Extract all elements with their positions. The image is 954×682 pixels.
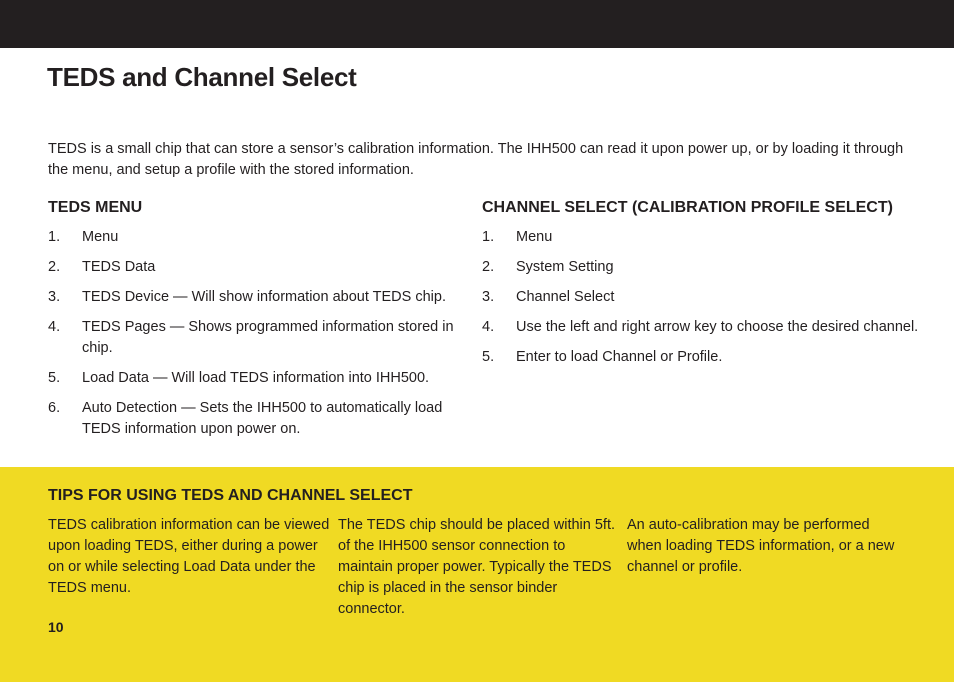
- step-text: Menu: [82, 229, 119, 245]
- step-number: 3.: [482, 289, 495, 305]
- channel-select-section: [482, 198, 922, 377]
- channel-select-step: [482, 347, 922, 368]
- teds-menu-step: [48, 227, 468, 248]
- tip-text: TEDS calibration information can be viewed upon loading TEDS, either during a power on or while selecting Load Data under the TEDS menu.: [48, 517, 330, 596]
- step-text: System Setting: [516, 259, 614, 275]
- step-number: 1.: [48, 229, 61, 245]
- teds-menu-section: [48, 198, 468, 449]
- tip-text: An auto-calibration may be performed when loading TEDS information, or a new channel or profile.: [627, 517, 895, 575]
- step-number: 6.: [48, 400, 61, 416]
- step-text: TEDS Pages — Shows programmed information stored in chip.: [82, 319, 454, 356]
- header-bar: [0, 0, 954, 48]
- step-text: Enter to load Channel or Profile.: [516, 349, 723, 365]
- teds-menu-step: [48, 317, 468, 359]
- step-number: 5.: [48, 370, 61, 386]
- step-number: 5.: [482, 349, 495, 365]
- step-number: 4.: [482, 319, 495, 335]
- step-text: Channel Select: [516, 289, 615, 305]
- page-number: 10: [48, 619, 64, 635]
- teds-menu-heading: TEDS MENU: [48, 199, 143, 216]
- step-number: 2.: [482, 259, 495, 275]
- step-text: Use the left and right arrow key to choose the desired channel.: [516, 319, 919, 335]
- step-text: Load Data — Will load TEDS information into IHH500.: [82, 370, 430, 386]
- step-text: TEDS Data: [82, 259, 156, 275]
- channel-select-steps: [482, 227, 922, 368]
- step-number: 4.: [48, 319, 61, 335]
- channel-select-step: [482, 317, 922, 338]
- teds-menu-step: [48, 257, 468, 278]
- channel-select-step: [482, 227, 922, 248]
- teds-menu-step: [48, 368, 468, 389]
- intro-paragraph: TEDS is a small chip that can store a sensor’s calibration information. The IHH500 can read it upon power up, or by loading it through the menu, and setup a profile with the stored information.: [48, 141, 904, 178]
- teds-menu-step: [48, 398, 468, 440]
- tips-heading: TIPS FOR USING TEDS AND CHANNEL SELECT: [48, 487, 413, 504]
- channel-select-step: [482, 257, 922, 278]
- channel-select-step: [482, 287, 922, 308]
- teds-menu-step: [48, 287, 468, 308]
- tip-text: The TEDS chip should be placed within 5ft. of the IHH500 sensor connection to maintain proper power. Typically the TEDS chip is placed in the sensor binder connector.: [338, 517, 616, 617]
- step-text: TEDS Device — Will show information about TEDS chip.: [82, 289, 446, 305]
- step-number: 3.: [48, 289, 61, 305]
- step-number: 2.: [48, 259, 61, 275]
- step-text: Auto Detection — Sets the IHH500 to automatically load TEDS information upon power on.: [82, 400, 443, 437]
- step-number: 1.: [482, 229, 495, 245]
- teds-menu-steps: [48, 227, 468, 440]
- page-title: TEDS and Channel Select: [47, 62, 357, 92]
- channel-select-heading: CHANNEL SELECT (CALIBRATION PROFILE SELECT): [482, 199, 893, 216]
- step-text: Menu: [516, 229, 553, 245]
